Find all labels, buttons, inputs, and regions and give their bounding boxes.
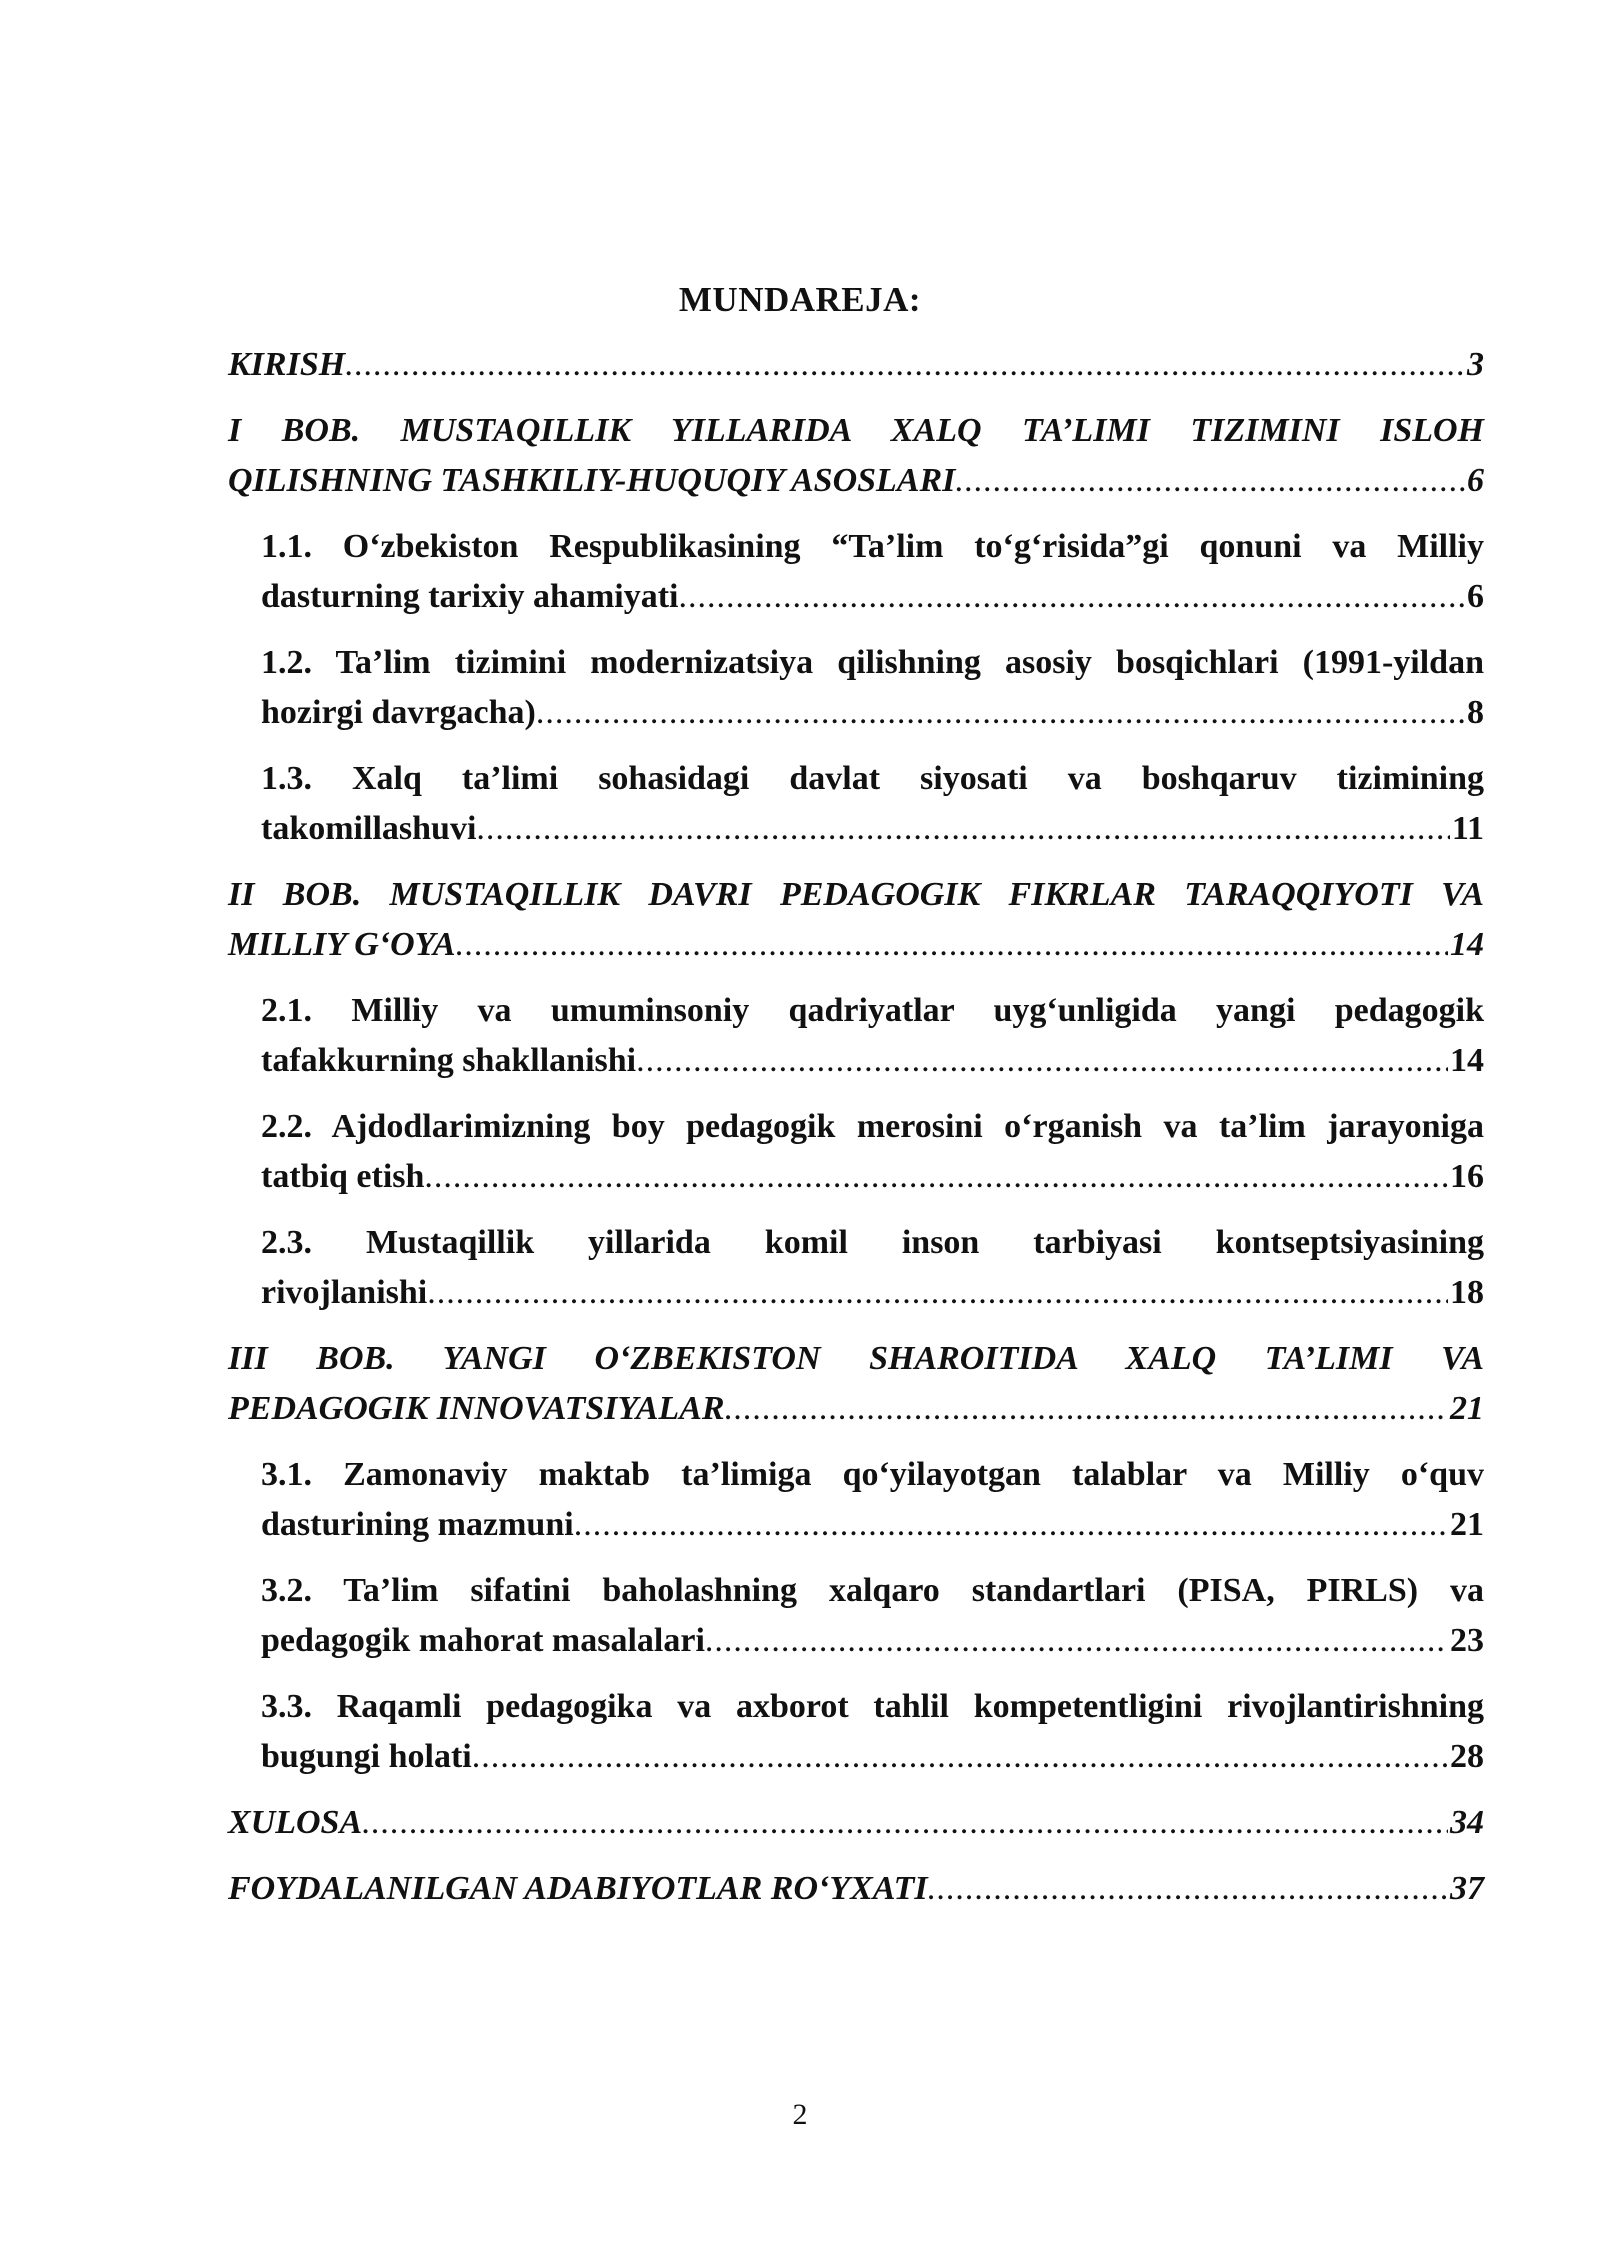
toc-line: 1.2. Ta’lim tizimini modernizatsiya qilishning asosiy bosqichlari (1991-yildan: [261, 644, 1484, 681]
toc-text: bugungi holati: [261, 1738, 472, 1775]
toc-page-number: 21: [1450, 1390, 1484, 1427]
toc-line: [261, 1616, 1484, 1666]
toc-line: [228, 1798, 1484, 1848]
toc-entry-chapter-3[interactable]: [228, 1334, 1484, 1434]
toc-leader-dots: [456, 920, 1448, 970]
toc-page-number: 6: [1467, 578, 1484, 615]
toc-text: tatbiq etish: [261, 1158, 425, 1195]
toc-page-number: 8: [1467, 694, 1484, 731]
toc-line: 1.3. Xalq ta’limi sohasidagi davlat siyosati va boshqaruv tizimining: [261, 760, 1484, 797]
toc-entry-section-2-2[interactable]: [228, 1102, 1484, 1202]
toc-entry-section-1-2[interactable]: [228, 638, 1484, 738]
toc-line: II BOB. MUSTAQILLIK DAVRI PEDAGOGIK FIKRLAR TARAQQIYOTI VA: [228, 876, 1484, 913]
toc-page-number: 14: [1450, 926, 1484, 963]
toc-text: takomillashuvi: [261, 810, 477, 847]
toc-line: [261, 1732, 1484, 1782]
toc-line: 3.3. Raqamli pedagogika va axborot tahlil kompetentligini rivojlantirishning: [261, 1688, 1484, 1725]
toc-text: dasturining mazmuni: [261, 1506, 574, 1543]
toc-text: dasturning tarixiy ahamiyati: [261, 578, 679, 615]
toc-page-number: 23: [1450, 1622, 1484, 1659]
toc-line: [228, 1384, 1484, 1434]
toc-page-number: 3: [1467, 346, 1484, 383]
toc-leader-dots: [427, 1268, 1448, 1318]
toc-entry-chapter-1[interactable]: [228, 406, 1484, 506]
toc-line: 3.1. Zamonaviy maktab ta’limiga qo‘yilayotgan talablar va Milliy o‘quv: [261, 1456, 1484, 1493]
toc-entry-section-3-2[interactable]: [228, 1566, 1484, 1666]
toc-leader-dots: [476, 804, 1449, 854]
toc-leader-dots: [424, 1152, 1448, 1202]
toc-text: MILLIY G‘OYA: [228, 926, 456, 963]
toc-line: 2.1. Milliy va umuminsoniy qadriyatlar uyg‘unligida yangi pedagogik: [261, 992, 1484, 1029]
toc-leader-dots: [636, 1036, 1448, 1086]
toc-line: I BOB. MUSTAQILLIK YILLARIDA XALQ TA’LIMI TIZIMINI ISLOH: [228, 412, 1484, 449]
toc-text: pedagogik mahorat masalalari: [261, 1622, 705, 1659]
toc-entry-conclusion[interactable]: [228, 1798, 1484, 1848]
toc-page-number: 34: [1450, 1804, 1484, 1841]
toc-line: 2.2. Ajdodlarimizning boy pedagogik merosini o‘rganish va ta’lim jarayoniga: [261, 1108, 1484, 1145]
toc-leader-dots: [928, 1864, 1448, 1914]
toc-line: 1.1. O‘zbekiston Respublikasining “Ta’lim to‘g‘risida”gi qonuni va Milliy: [261, 528, 1484, 565]
page-title: MUNDAREJA:: [678, 280, 922, 319]
toc-leader-dots: [362, 1798, 1448, 1848]
toc-leader-dots: [574, 1500, 1448, 1550]
toc-page-number: 16: [1450, 1158, 1484, 1195]
toc-entry-introduction[interactable]: [228, 340, 1484, 390]
toc-line: 3.2. Ta’lim sifatini baholashning xalqaro standartlari (PISA, PIRLS) va: [261, 1572, 1484, 1609]
toc-leader-dots: [536, 688, 1465, 738]
toc-entry-section-2-1[interactable]: [228, 986, 1484, 1086]
toc-page-number: 6: [1467, 462, 1484, 499]
toc-line: [261, 1268, 1484, 1318]
toc-line: [228, 456, 1484, 506]
toc-entry-references[interactable]: [228, 1864, 1484, 1914]
toc-leader-dots: [345, 340, 1465, 390]
toc-line: [261, 688, 1484, 738]
toc-text: hozirgi davrgacha): [261, 694, 536, 731]
toc-page-number: 28: [1450, 1738, 1484, 1775]
toc-entry-section-3-1[interactable]: [228, 1450, 1484, 1550]
toc-entry-section-3-3[interactable]: [228, 1682, 1484, 1782]
toc-page-number: 18: [1450, 1274, 1484, 1311]
table-of-contents: [228, 340, 1484, 1930]
toc-text: QILISHNING TASHKILIY-HUQUQIY ASOSLARI: [228, 462, 956, 499]
toc-page-number: 14: [1450, 1042, 1484, 1079]
toc-line: III BOB. YANGI O‘ZBEKISTON SHAROITIDA XALQ TA’LIMI VA: [228, 1340, 1484, 1377]
toc-leader-dots: [725, 1384, 1448, 1434]
page-number: 2: [792, 2098, 808, 2131]
toc-line: 2.3. Mustaqillik yillarida komil inson tarbiyasi kontseptsiyasining: [261, 1224, 1484, 1261]
toc-entry-section-1-3[interactable]: [228, 754, 1484, 854]
toc-line: [261, 1500, 1484, 1550]
toc-page-number: 11: [1451, 810, 1484, 847]
toc-leader-dots: [678, 572, 1465, 622]
toc-text: rivojlanishi: [261, 1274, 428, 1311]
toc-line: [261, 804, 1484, 854]
toc-page-number: 21: [1450, 1506, 1484, 1543]
toc-text: tafakkurning shakllanishi: [261, 1042, 637, 1079]
toc-text: PEDAGOGIK INNOVATSIYALAR: [228, 1390, 725, 1427]
toc-text: XULOSA: [228, 1804, 363, 1841]
toc-entry-section-2-3[interactable]: [228, 1218, 1484, 1318]
toc-text: FOYDALANILGAN ADABIYOTLAR RO‘YXATI: [228, 1870, 928, 1907]
toc-leader-dots: [955, 456, 1465, 506]
toc-page-number: 37: [1450, 1870, 1484, 1907]
toc-line: [261, 1036, 1484, 1086]
toc-line: [261, 1152, 1484, 1202]
toc-text: KIRISH: [228, 346, 346, 383]
toc-entry-section-1-1[interactable]: [228, 522, 1484, 622]
toc-line: [228, 1864, 1484, 1914]
toc-entry-chapter-2[interactable]: [228, 870, 1484, 970]
toc-line: [261, 572, 1484, 622]
toc-line: [228, 340, 1484, 390]
toc-leader-dots: [472, 1732, 1448, 1782]
toc-line: [228, 920, 1484, 970]
toc-leader-dots: [705, 1616, 1448, 1666]
